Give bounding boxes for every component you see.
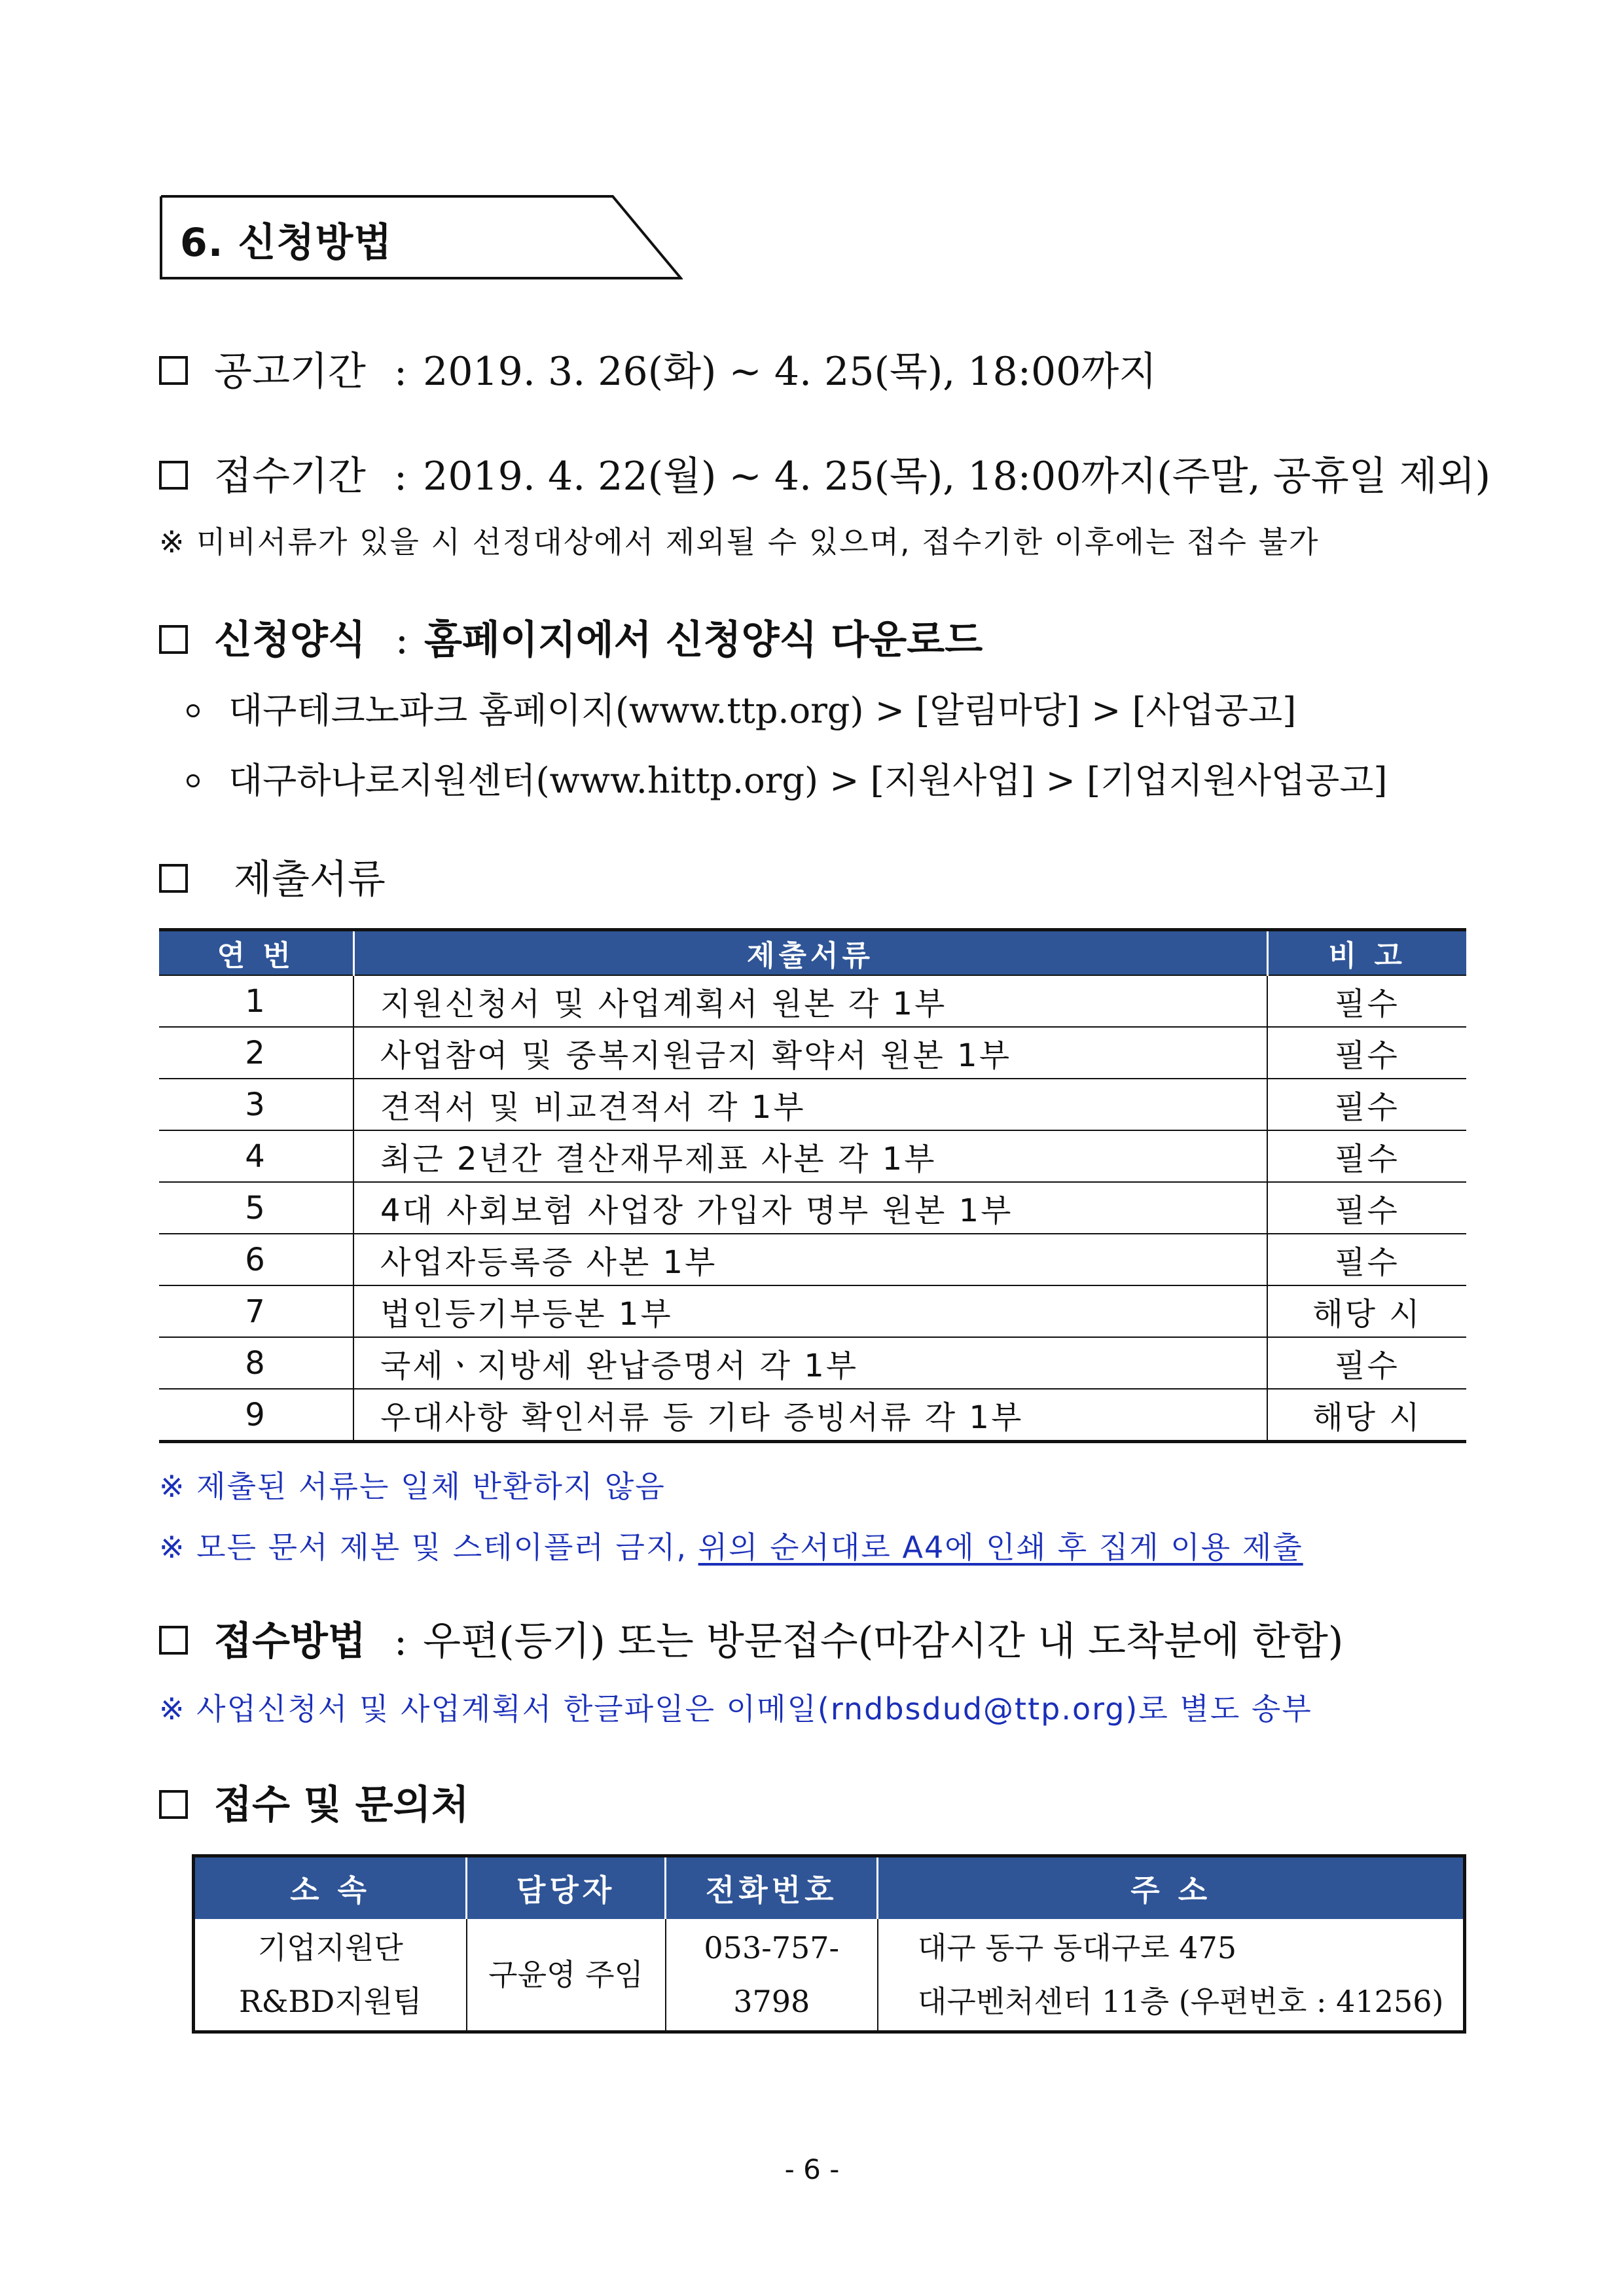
table-row	[159, 975, 1466, 1027]
form-sep: :	[395, 617, 408, 663]
table-row	[194, 1919, 1465, 2032]
contact-heading	[159, 1774, 469, 1830]
col-header-phone: 전화번호	[666, 1856, 878, 1920]
row-remark: 필수	[1267, 1182, 1466, 1234]
contact-person: 구윤영 주임	[467, 1919, 666, 2032]
row-remark: 필수	[1267, 1234, 1466, 1285]
section-title: 6. 신청방법	[180, 220, 393, 266]
row-document: 최근 2년간 결산재무제표 사본 각 1부	[353, 1130, 1267, 1182]
receipt-text: 2019. 4. 22(월) ~ 4. 25(목), 18:00까지(주말, 공휴일 제외)	[423, 454, 1491, 499]
row-document: 사업참여 및 중복지원금지 확약서 원본 1부	[353, 1027, 1267, 1079]
row-document: 우대사항 확인서류 등 기타 증빙서류 각 1부	[353, 1389, 1267, 1442]
col-header-person: 담당자	[467, 1856, 666, 1920]
contact-phone: 053-757-3798	[666, 1919, 878, 2032]
announce-sep: :	[393, 349, 408, 395]
row-remark: 해당 시	[1267, 1285, 1466, 1337]
docs-label: 제출서류	[234, 857, 386, 903]
circle-bullet-icon	[187, 774, 200, 787]
checkbox-icon	[159, 461, 188, 490]
form-link-item	[187, 753, 1388, 803]
checkbox-icon	[159, 1790, 188, 1819]
method-label: 접수방법	[214, 1619, 366, 1664]
page-number: - 6 -	[784, 2153, 840, 2185]
row-document: 사업자등록증 사본 1부	[353, 1234, 1267, 1285]
table-row	[159, 1389, 1466, 1442]
checkbox-icon	[159, 1626, 188, 1655]
table-row	[159, 1337, 1466, 1389]
row-document: 4대 사회보험 사업장 가입자 명부 원본 1부	[353, 1182, 1267, 1234]
row-number: 3	[159, 1079, 353, 1130]
section-header	[159, 194, 683, 281]
table-row	[159, 1182, 1466, 1234]
table-header-row	[159, 930, 1466, 976]
row-number: 7	[159, 1285, 353, 1337]
row-document: 견적서 및 비교견적서 각 1부	[353, 1079, 1267, 1130]
row-document: 지원신청서 및 사업계획서 원본 각 1부	[353, 975, 1267, 1027]
row-number: 4	[159, 1130, 353, 1182]
form-link-text: 대구테크노파크 홈페이지(www.ttp.org) > [알림마당] > [사업공고]	[228, 690, 1297, 731]
docs-heading	[159, 848, 386, 905]
row-number: 9	[159, 1389, 353, 1442]
method-line	[159, 1610, 1343, 1666]
receipt-note: ※ 미비서류가 있을 시 선정대상에서 제외될 수 있으며, 접수기한 이후에는 접수 불가	[159, 524, 1320, 560]
contact-org-line2: R&BD지원팀	[238, 1984, 422, 2019]
form-label: 신청양식	[214, 617, 366, 663]
form-link-item	[187, 683, 1296, 733]
contact-address-line2: 대구벤처센터 11층 (우편번호 : 41256)	[917, 1984, 1444, 2019]
receipt-line	[159, 445, 1490, 501]
receipt-sep: :	[393, 454, 408, 499]
table-row	[159, 1079, 1466, 1130]
checkbox-icon	[159, 864, 188, 893]
col-header-remark: 비 고	[1267, 930, 1466, 976]
col-header-org: 소 속	[194, 1856, 467, 1920]
table-row	[159, 1234, 1466, 1285]
row-remark: 필수	[1267, 1079, 1466, 1130]
table-row	[159, 1285, 1466, 1337]
circle-bullet-icon	[187, 704, 200, 717]
contact-table	[192, 1854, 1466, 2034]
table-row	[159, 1130, 1466, 1182]
checkbox-icon	[159, 625, 188, 654]
contact-address-line1: 대구 동구 동대구로 475	[917, 1930, 1237, 1965]
announce-label: 공고기간	[214, 349, 366, 395]
form-line	[159, 609, 983, 665]
row-remark: 필수	[1267, 975, 1466, 1027]
row-remark: 필수	[1267, 1337, 1466, 1389]
contact-org-line1: 기업지원단	[257, 1930, 403, 1965]
docs-note-1: ※ 제출된 서류는 일체 반환하지 않음	[159, 1469, 666, 1504]
table-header-row	[194, 1856, 1465, 1920]
contact-address	[878, 1919, 1465, 2032]
row-document: 법인등기부등본 1부	[353, 1285, 1267, 1337]
col-header-document: 제출서류	[353, 930, 1267, 976]
row-number: 1	[159, 975, 353, 1027]
announce-text: 2019. 3. 26(화) ~ 4. 25(목), 18:00까지	[423, 349, 1157, 395]
row-number: 8	[159, 1337, 353, 1389]
method-sep: :	[393, 1619, 408, 1664]
method-text: 우편(등기) 또는 방문접수(마감시간 내 도착분에 한함)	[423, 1619, 1344, 1664]
checkbox-icon	[159, 356, 188, 385]
col-header-number: 연 번	[159, 930, 353, 976]
form-link-text: 대구하나로지원센터(www.hittp.org) > [지원사업] > [기업지원사업공고]	[228, 760, 1388, 801]
row-remark: 필수	[1267, 1130, 1466, 1182]
row-number: 6	[159, 1234, 353, 1285]
docs-note-2	[159, 1524, 1303, 1567]
row-document: 국세ㆍ지방세 완납증명서 각 1부	[353, 1337, 1267, 1389]
documents-table	[159, 928, 1466, 1443]
row-remark: 해당 시	[1267, 1389, 1466, 1442]
contact-label: 접수 및 문의처	[214, 1782, 469, 1828]
row-number: 2	[159, 1027, 353, 1079]
row-number: 5	[159, 1182, 353, 1234]
col-header-address: 주 소	[878, 1856, 1465, 1920]
contact-org	[194, 1919, 467, 2032]
method-note: ※ 사업신청서 및 사업계획서 한글파일은 이메일(rndbsdud@ttp.org)로 별도 송부	[159, 1691, 1312, 1727]
docs-note-2-emphasis: 위의 순서대로 A4에 인쇄 후 집게 이용 제출	[698, 1530, 1303, 1565]
form-text: 홈페이지에서 신청양식 다운로드	[424, 617, 983, 663]
announce-line	[159, 340, 1157, 397]
docs-note-2-prefix: ※ 모든 문서 제본 및 스테이플러 금지,	[159, 1530, 698, 1565]
table-row	[159, 1027, 1466, 1079]
receipt-label: 접수기간	[214, 454, 366, 499]
row-remark: 필수	[1267, 1027, 1466, 1079]
